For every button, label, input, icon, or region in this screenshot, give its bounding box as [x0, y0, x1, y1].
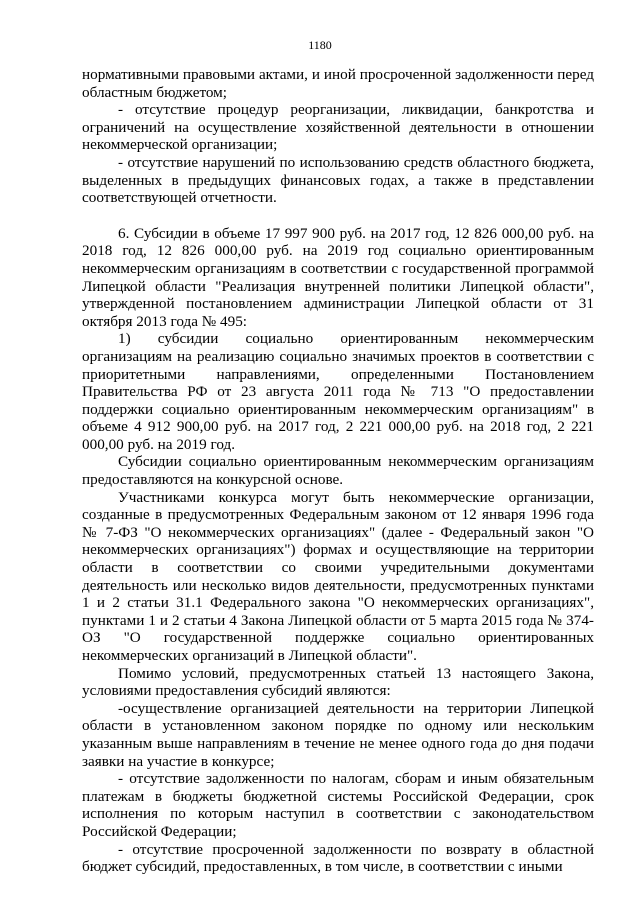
paragraph: - отсутствие задолженности по налогам, сборам и иным обязательным платежам в бюджеты бюджетной системы Российской Федерации, срок исполнения по которым наступил в соответствии с законодательством Российской Федерации; [82, 770, 594, 840]
paragraph: -осуществление организацией деятельности на территории Липецкой области в установленном законом порядке по одному или нескольким указанным выше направлениям в течение не менее одного года до дня подачи заявки на участие в конкурсе; [82, 699, 594, 770]
paragraph: нормативными правовыми актами, и иной просроченной задолженности перед областным бюджетом; [82, 66, 594, 101]
paragraph: Участниками конкурса могут быть некоммерческие организации, созданные в предусмотренных Федеральным законом от 12 января 1996 года № 7-ФЗ "О некоммерческих организациях" (далее - Федеральный закон "О некоммерческих организациях") формах и осуществляющие на территории области в соответствии со своими учредительными документами деятельность или несколько видов деятельности, предусмотренных пунктами 1 и 2 статьи 31.1 Федерального закона "О некоммерческих организациях", пунктами 1 и 2 статьи 4 Закона Липецкой области от 5 марта 2015 года № 374-ОЗ "О государственной поддержке социально ориентированных некоммерческих организаций в Липецкой области". [82, 488, 594, 664]
paragraph: Субсидии социально ориентированным некоммерческим организациям предоставляются на конкурсной основе. [82, 453, 594, 489]
paragraph: - отсутствие нарушений по использованию средств областного бюджета, выделенных в предыдущих финансовых годах, а также в представлении соответствующей отчетности. [82, 153, 594, 207]
paragraph: Помимо условий, предусмотренных статьей 13 настоящего Закона, условиями предоставления субсидий являются: [82, 664, 594, 700]
section-paragraph: 6. Субсидии в объеме 17 997 900 руб. на 2017 год, 12 826 000,00 руб. на 2018 год, 12 826 000,00 руб. на 2019 год социально ориентированным некоммерческим организациям в соответствии с государственной программой Липецкой области "Реализация внутренней политики Липецкой области", утвержденной постановлением администрации Липецкой области от 31 октября 2013 года № 495: [82, 224, 594, 330]
paragraph: 1) субсидии социально ориентированным некоммерческим организациям на реализацию социально значимых проектов в соответствии с приоритетными направлениями, определенными Постановлением Правительства РФ от 23 августа 2011 года № 713 "О предоставлении поддержки социально ориентированным некоммерческим организациям" в объеме 4 912 900,00 руб. на 2017 год, 2 221 000,00 руб. на 2018 год, 2 221 000,00 руб. на 2019 год. [82, 330, 594, 453]
paragraph: - отсутствие просроченной задолженности по возврату в областной бюджет субсидий, предоставленных, в том числе, в соответствии с иными [82, 840, 594, 876]
page-number: 1180 [308, 38, 332, 52]
document-body [82, 66, 594, 876]
paragraph: - отсутствие процедур реорганизации, ликвидации, банкротства и ограничений на осуществление хозяйственной деятельности в отношении некоммерческой организации; [82, 101, 594, 154]
